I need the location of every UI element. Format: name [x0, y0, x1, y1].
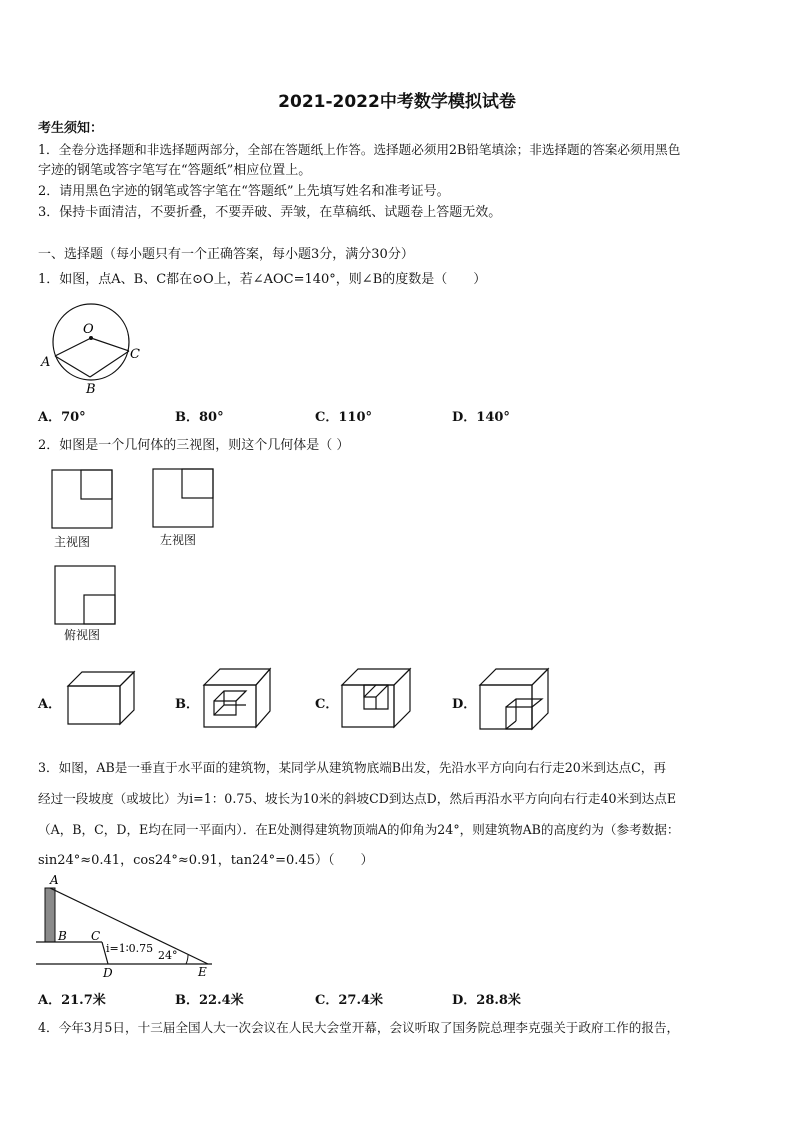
q3-line-2: 经过一段坡度（或坡比）为i=1：0.75、坡长为10米的斜坡CD到达点D，然后再沿水平方向向右行走40米到达点E	[38, 791, 677, 806]
label-a: A	[50, 873, 59, 887]
building-ab	[45, 888, 55, 942]
segment-oa	[55, 338, 91, 356]
side-view-caption: 左视图	[160, 533, 197, 547]
notice-line-2: 字迹的钢笔或答字笔写在“答题纸”相应位置上。	[38, 163, 312, 178]
top-view-caption: 俯视图	[64, 628, 101, 642]
notice-line-3: 2．请用黑色字迹的钢笔或答字笔在“答题纸”上先填写姓名和准考证号。	[38, 184, 450, 199]
page-title: 2021-2022中考数学模拟试卷	[278, 92, 516, 112]
notice-heading: 考生须知：	[38, 121, 104, 136]
q2-option-a-cube[interactable]	[64, 668, 136, 728]
top-view-figure	[53, 564, 117, 626]
q1-stem: 1．如图，点A、B、C都在⊙O上，若∠AOC=140°，则∠B的度数是（ ）	[38, 272, 487, 287]
q2-option-a-label[interactable]: A．	[38, 697, 62, 712]
q2-option-d-label[interactable]: D．	[452, 697, 477, 712]
q2-option-d-solid[interactable]	[476, 665, 552, 733]
q2-option-b-label[interactable]: B．	[175, 697, 199, 712]
angle-arc	[186, 955, 188, 964]
label-c: C	[130, 347, 140, 362]
label-b: B	[86, 382, 96, 397]
q1-option-b[interactable]: B．80°	[175, 410, 224, 425]
q1-circle-figure	[36, 298, 146, 398]
q3-line-3: （A，B，C，D，E均在同一平面内）．在E处测得建筑物顶端A的仰角为24°，则建筑物AB的高度约为（参考数据：	[38, 822, 680, 837]
q2-option-c-solid[interactable]	[338, 665, 414, 731]
label-d: D	[103, 966, 113, 980]
label-e: E	[198, 965, 207, 979]
label-b: B	[58, 929, 67, 943]
notice-line-4: 3．保持卡面清洁，不要折叠，不要弄破、弄皱，在草稿纸、试题卷上答题无效。	[38, 205, 502, 220]
q4-stem: 4．今年3月5日，十三届全国人大一次会议在人民大会堂开幕，会议听取了国务院总理李克强关于政府工作的报告，	[38, 1020, 680, 1035]
section-heading: 一、选择题（每小题只有一个正确答案，每小题3分，满分30分）	[38, 247, 414, 262]
q1-option-d[interactable]: D．140°	[452, 410, 510, 425]
q3-option-a[interactable]: A．21.7米	[38, 993, 106, 1008]
front-view-caption: 主视图	[54, 535, 91, 549]
q3-option-d[interactable]: D．28.8米	[452, 993, 521, 1008]
circle-o	[53, 304, 129, 380]
notice-line-1: 1．全卷分选择题和非选择题两部分，全部在答题纸上作答。选择题必须用2B铅笔填涂；非选择题的答案必须用黑色	[38, 142, 681, 157]
q3-line-4: sin24°≈0.41，cos24°≈0.91，tan24°=0.45）（ ）	[38, 853, 374, 868]
segment-bc	[90, 351, 129, 377]
q3-option-c[interactable]: C．27.4米	[315, 993, 384, 1008]
segment-ab	[55, 356, 90, 377]
segment-oc	[91, 338, 129, 351]
q3-option-b[interactable]: B．22.4米	[175, 993, 244, 1008]
q3-slope-figure	[36, 872, 216, 982]
side-view-figure	[151, 467, 215, 529]
q2-option-b-solid[interactable]	[200, 665, 272, 731]
q1-option-c[interactable]: C．110°	[315, 410, 372, 425]
front-view-figure	[50, 468, 114, 530]
angle-label: 24°	[158, 949, 178, 962]
q2-stem: 2．如图是一个几何体的三视图，则这个几何体是（ ）	[38, 438, 350, 453]
q1-option-a[interactable]: A．70°	[38, 410, 86, 425]
label-a: A	[41, 355, 51, 370]
q3-line-1: 3．如图，AB是一垂直于水平面的建筑物，某同学从建筑物底端B出发，先沿水平方向向右行走20米到达点C，再	[38, 760, 666, 775]
label-o: O	[83, 322, 94, 337]
label-c: C	[91, 929, 101, 943]
q2-option-c-label[interactable]: C．	[315, 697, 339, 712]
slope-label: i=1∶0.75	[106, 942, 154, 955]
